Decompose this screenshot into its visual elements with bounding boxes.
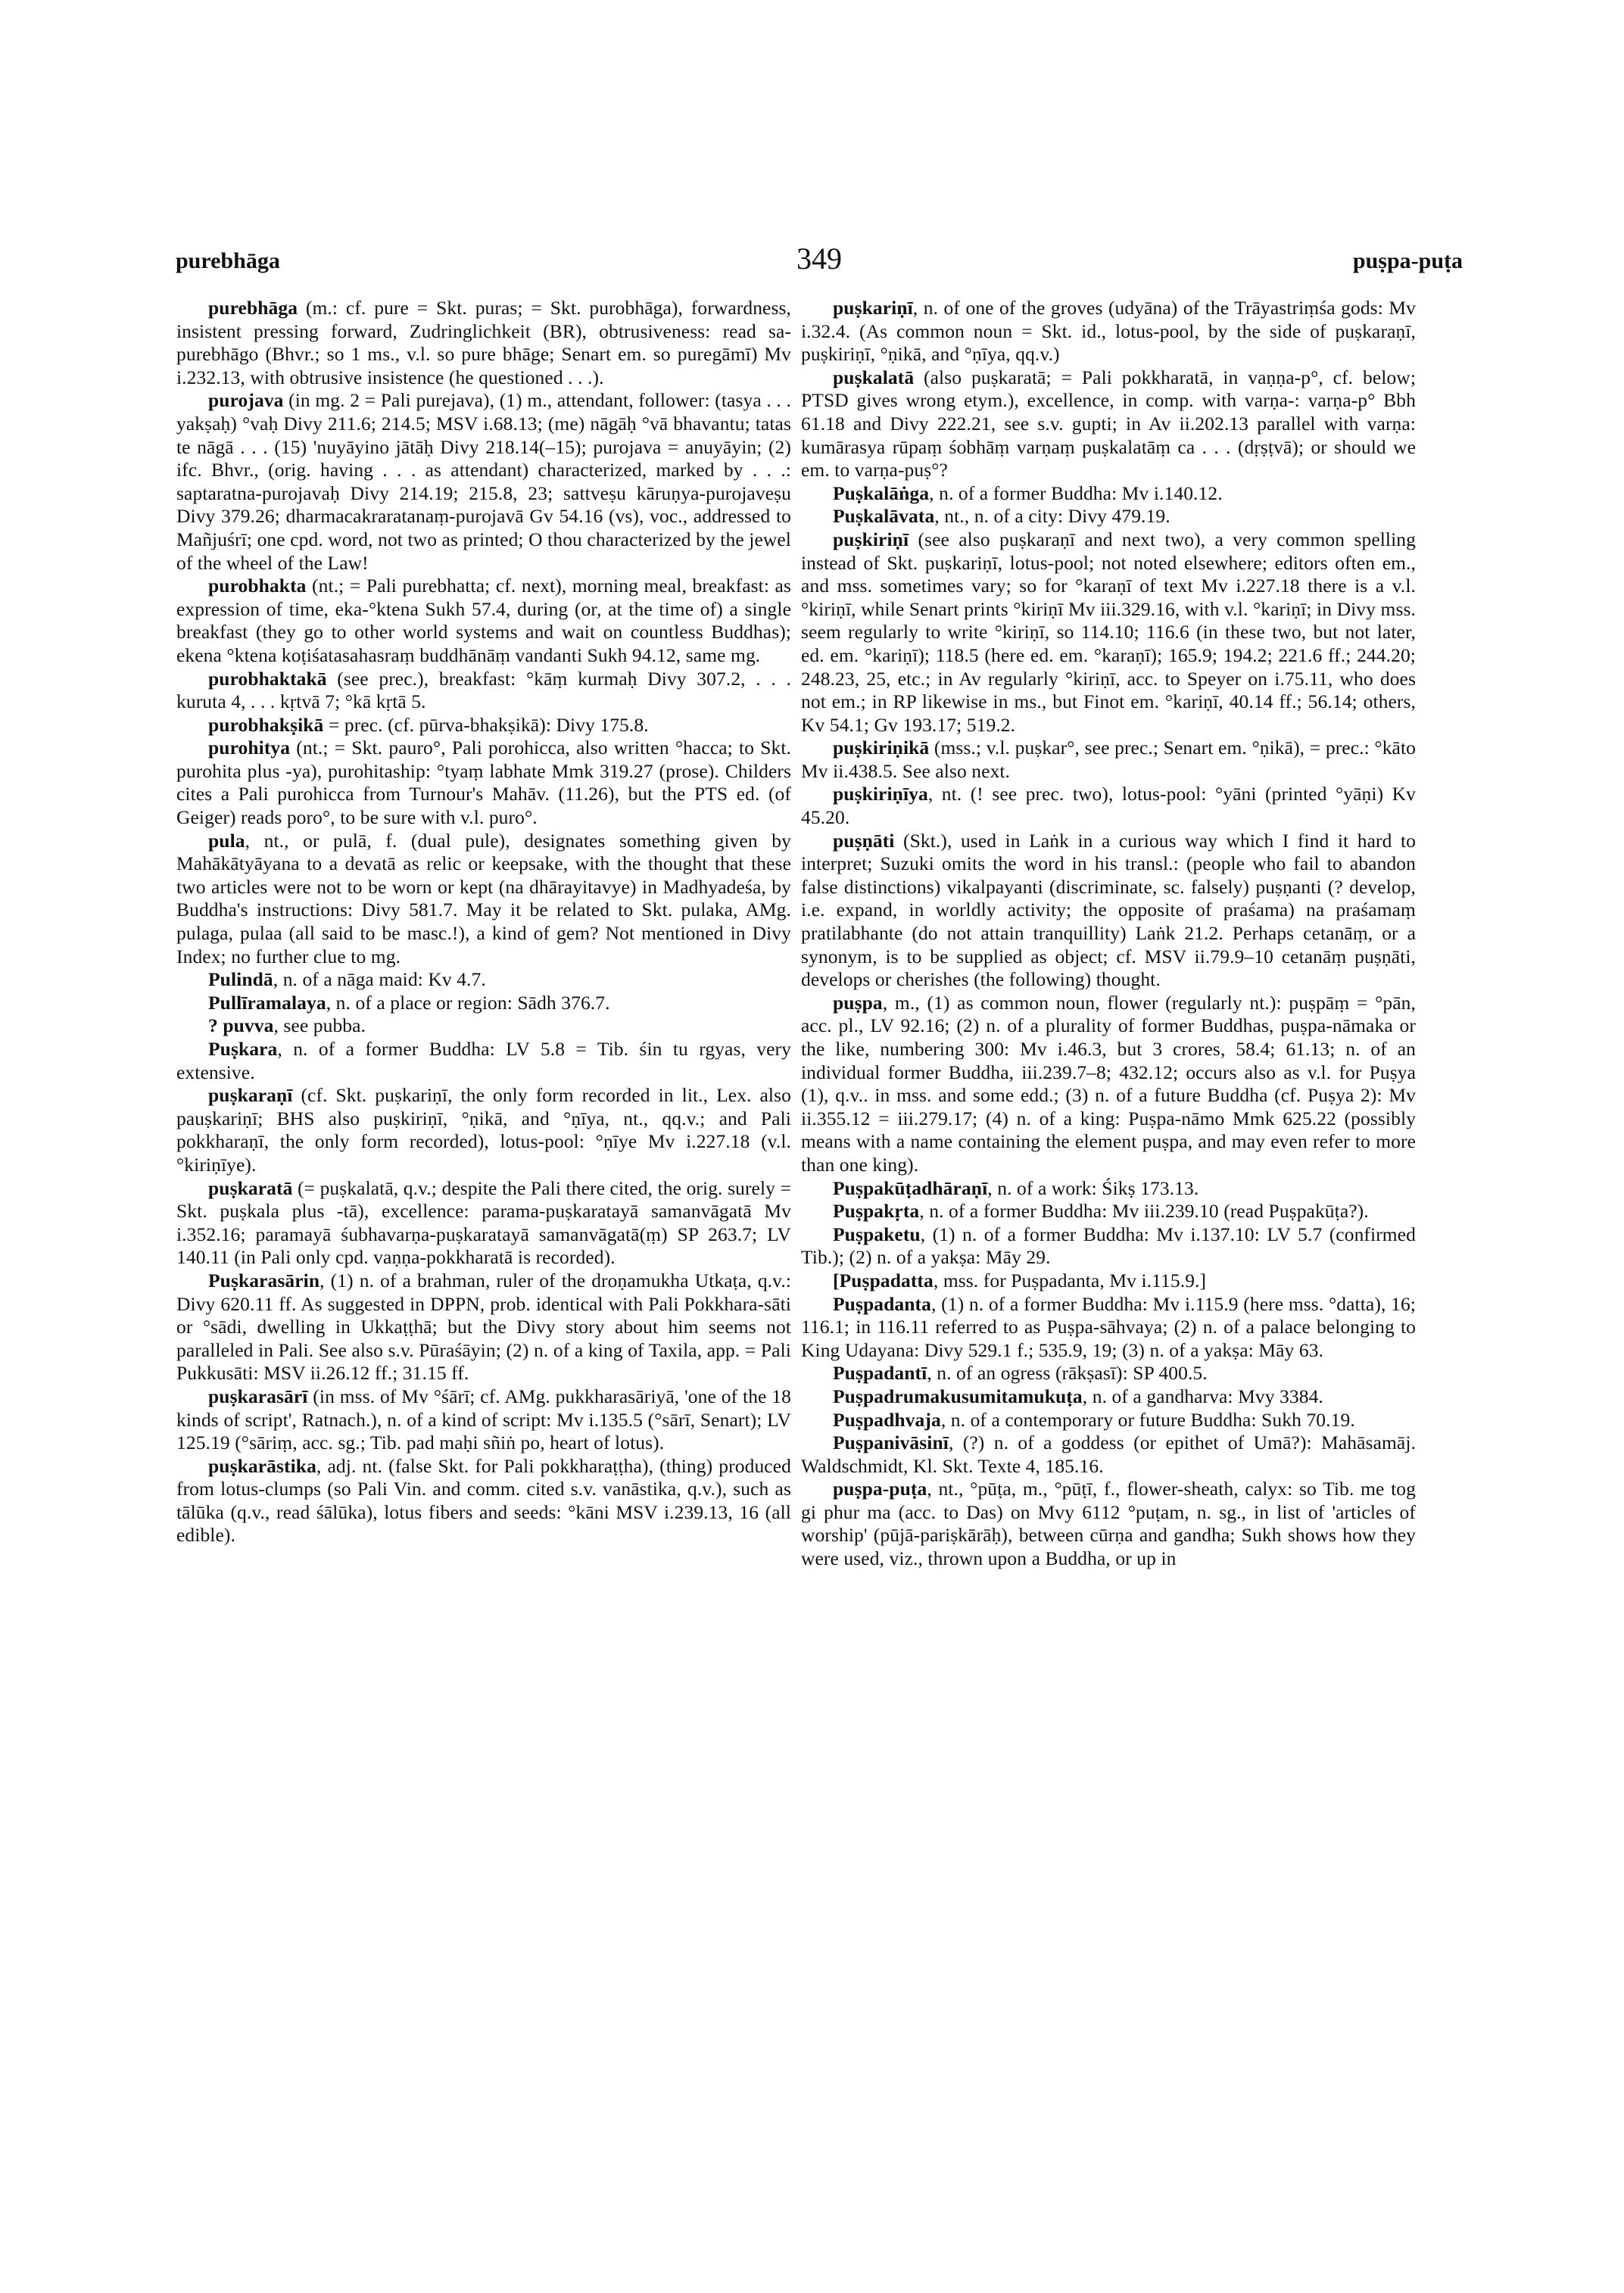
right-guide-word: puṣpa-puṭa [1352,248,1463,273]
entry-body: = prec. (cf. pūrva-bhakṣikā): Divy 175.8. [323,713,649,736]
entry-body: (m.: cf. pure = Skt. puras; = Skt. purobhāga), forwardness, insistent pressing forward, Zudringlichkeit (BR), obtrusiveness: read sa-purebhāgo (Bhvr.; so 1 ms., v.l. so pure bhāge; Senart em. so puregāmī) Mv i.232.13, with obtrusive insistence (he questioned . . .). [176,297,791,388]
entry-headword: Puṣkalāṅga [833,481,930,504]
entry-headword: Puṣpakūṭadhāraṇī [833,1176,988,1199]
entry-headword: purohitya [208,737,291,759]
dictionary-entry [801,1293,1416,1363]
entry-body: , n. of a former Buddha: LV 5.8 = Tib. śin tu rgyas, very extensive. [176,1038,791,1083]
entry-body: , n. of a former Buddha: Mv i.140.12. [929,481,1223,504]
dictionary-entry [801,992,1416,1177]
left-guide-word: purebhāga [176,248,280,273]
entry-body: , n. of an ogress (rākṣasī): SP 400.5. [927,1362,1208,1385]
entry-body: , (?) n. of a goddess (or epithet of Umā?): Mahāsamāj. Waldschmidt, Kl. Skt. Texte 4, 185.16. [801,1432,1416,1477]
dictionary-entry [801,528,1416,737]
entry-body: , (1) n. of a former Buddha: Mv i.137.10: LV 5.7 (confirmed Tib.); (2) n. of a yakṣa: Māy 29. [801,1223,1416,1269]
entry-headword: puṣkiriṇikā [833,737,930,759]
entry-headword: Puṣpadrumakusumitamukuṭa [833,1385,1083,1407]
entry-headword: purebhāga [208,297,298,319]
entry-body: (Skt.), used in Laṅk in a curious way which I find it hard to interpret; Suzuki omits the word in his transl.: (people who fail to abandon false distinctions) vikalpayanti (discriminate, sc. falsely) puṣṇanti (? develop, i.e. expand, in worldly activity; the opposite of praśama) na praśamaṃ pratilabhante (do not attain tranquillity) Laṅk 21.2. Perhaps cetanāṃ, or a synonym, is to be supplied as object; cf. MSV ii.79.9–10 cetanāṃ puṣṇāti, develops or cherishes (the following) thought. [801,829,1416,991]
entry-headword: puṣkiriṇī [833,528,909,550]
entry-body: (in mss. of Mv °śārī; cf. AMg. pukkharasāriyā, 'one of the 18 kinds of script', Ratnach.), n. of a kind of script: Mv i.135.5 (°sārī, Senart); LV 125.19 (°sāriṃ, acc. sg.; Tib. pad maḥi sñiṅ po, heart of lotus). [176,1385,791,1454]
entry-headword: [Puṣpadatta [833,1269,934,1291]
entry-headword: Puṣpanivāsinī [833,1432,949,1454]
dictionary-entry [801,1362,1416,1385]
dictionary-entry [176,389,791,575]
entry-headword: puṣpa-puṭa [833,1478,927,1500]
entry-headword: Puṣkara [208,1038,278,1060]
dictionary-entry [801,1409,1416,1432]
entry-body: , (1) n. of a brahman, ruler of the droṇamukha Utkaṭa, q.v.: Divy 620.11 ff. As suggested in DPPN, prob. identical with Pali Pokkhara-sāti or °sādi, dwelling in Ukkaṭṭhā; but the Divy story about him seems not paralleled in Pali. See also s.v. Pūraśāyin; (2) n. of a king of Taxila, app. = Pali Pukkusāti: MSV ii.26.12 ff.; 31.15 ff. [176,1269,791,1385]
entry-headword: Puṣpadantī [833,1362,927,1385]
dictionary-entry [176,968,791,992]
dictionary-entry [801,482,1416,506]
dictionary-entry [176,668,791,714]
entry-body: (cf. Skt. puṣkariṇī, the only form recorded in lit., Lex. also pauṣkariṇī; BHS also puṣkiriṇī, °ṇikā, and °ṇīya, nt., qq.v.; and Pali pokkharaṇī, the only form recorded), lotus-pool: °ṇīye Mv i.227.18 (v.l. °kiriṇīye). [176,1084,791,1176]
entry-headword: Puṣpaketu [833,1223,921,1245]
dictionary-entry [176,1177,791,1270]
entry-headword: purobhakta [208,575,307,597]
entry-body: , n. of a place or region: Sādh 376.7. [326,991,610,1014]
entry-body: (see also puṣkaraṇī and next two), a very common spelling instead of Skt. puṣkariṇī, lotus-pool; not noted elsewhere; editors often em., and mss. sometimes vary; so for °karaṇī of text Mv i.227.18 there is a v.l. °kiriṇī, while Senart prints °kiriṇī Mv iii.329.16, with v.l. °kariṇī; in Divy mss. seem regularly to write °kiriṇī, so 114.10; 116.6 (in these two, but not later, ed. em. °kariṇī); 118.5 (here ed. em. °karaṇī); 165.9; 194.2; 221.6 ff.; 244.20; 248.23, 25, etc.; in Av regularly °kiriṇī, acc. to Speyer on i.75.11, who does not em.; in RP likewise in ms., but Finot em. °kariṇī, 40.14 ff.; 56.14; others, Kv 54.1; Gv 193.17; 519.2. [801,528,1416,736]
dictionary-entry [801,505,1416,528]
entry-headword: puṣkalatā [833,366,915,388]
dictionary-entry [176,1385,791,1455]
dictionary-entry [176,297,791,389]
entry-body: , n. of a gandharva: Mvy 3384. [1082,1385,1323,1407]
entry-headword: puṣkiriṇīya [833,783,928,805]
entry-headword: Puṣpadanta [833,1292,931,1315]
dictionary-entry [801,1223,1416,1270]
entry-body: , n. of a nāga maid: Kv 4.7. [273,968,486,991]
entry-headword: puṣkariṇī [833,297,913,319]
dictionary-entry [176,992,791,1015]
entry-body: , n. of a former Buddha: Mv iii.239.10 (read Puṣpakūṭa?). [919,1200,1369,1223]
entry-body: , (1) n. of a former Buddha: Mv i.115.9 (here mss. °datta), 16; 116.1; in 116.11 referred to as Puṣpa-sāhvaya; (2) n. of a palace belonging to King Udayana: Divy 529.1 f.; 535.9, 19; (3) n. of a yakṣa: Māy 63. [801,1292,1416,1361]
entry-body: (= puṣkalatā, q.v.; despite the Pali there cited, the orig. surely = Skt. puṣkala plus -tā), excellence: parama-puṣkaratayā samanvāgatā Mv i.352.16; paramayā śubhavarṇa-puṣkaratayā samanvāgatā(ṃ) SP 263.7; LV 140.11 (in Pali only cpd. vaṇṇa-pokkharatā is recorded). [176,1176,791,1269]
dictionary-entry [176,737,791,829]
entry-body: , nt. (! see prec. two), lotus-pool: °yāni (printed °yāṇi) Kv 45.20. [801,783,1416,829]
page-number: 349 [796,241,842,276]
dictionary-entry [176,1014,791,1038]
right-column [801,297,1416,2235]
entry-body: (nt.; = Skt. pauro°, Pali porohicca, also written °hacca; to Skt. purohita plus -ya), purohitaship: °tyaṃ labhate Mmk 319.27 (prose). Childers cites a Pali purohicca from Turnour's Mahāv. (11.26), but the PTS ed. (of Geiger) reads poro°, to be sure with v.l. puro°. [176,737,791,829]
entry-body: , m., (1) as common noun, flower (regularly nt.): puṣpāṃ = °pān, acc. pl., LV 92.16; (2) n. of a plurality of former Buddhas, puṣpa-nāmaka or the like, numbering 300: Mv i.46.3, but 3 crores, 58.4; 61.13; n. of an individual former Buddha, iii.239.7–8; 432.12; occurs also as v.l. for Puṣya (1), q.v.. in mss. and some edd.; (3) n. of a future Buddha (cf. Puṣya 2): Mv ii.355.12 = iii.279.17; (4) n. of a king: Puṣpa-nāmo Mmk 625.22 (possibly means with a name containing the element puṣpa, and may even refer to more than one king). [801,991,1416,1176]
dictionary-entry [801,830,1416,992]
entry-body: , mss. for Puṣpadanta, Mv i.115.9.] [933,1269,1207,1291]
dictionary-entry [176,575,791,667]
entry-headword: Puṣpakṛta [833,1200,920,1223]
entry-headword: purobhakṣikā [208,713,324,736]
entry-headword: puṣkaratā [208,1176,293,1199]
entry-headword: Puṣkarasārin [208,1269,320,1291]
entry-body: , nt., or pulā, f. (dual pule), designates something given by Mahākātyāyana to a devatā as relic or keepsake, with the thought that these two articles were not to be worn or kept (na dhārayitavye) in Madhyadeśa, by Buddha's instructions: Divy 581.7. May it be related to Skt. pulaka, AMg. pulaga, pulaa (all said to be masc.!), a kind of gem? Not mentioned in Divy Index; no further clue to mg. [176,829,791,967]
entry-body: , nt., n. of a city: Divy 479.19. [934,505,1170,528]
dictionary-entry [801,1432,1416,1478]
entry-body: (also puṣkaratā; = Pali pokkharatā, in vaṇṇa-p°, cf. below; PTSD gives wrong etym.), excellence, in comp. with varṇa-: varṇa-p° Bbh 61.18 and Divy 222.21, see s.v. gupti; in Av ii.202.13 parallel with varṇa: kumārasya rūpaṃ śobhāṃ varṇaṃ puṣkalatāṃ ca . . . (dṛṣṭvā); or should we em. to varṇa-puṣ°? [801,366,1416,481]
entry-headword: Puṣkalāvata [833,505,935,528]
dictionary-entry [801,1478,1416,1570]
dictionary-entry [801,1270,1416,1293]
entry-headword: puṣkarāstika [208,1454,316,1477]
dictionary-entry [176,1084,791,1176]
dictionary-entry [176,830,791,969]
entry-body: , adj. nt. (false Skt. for Pali pokkharaṭṭha), (thing) produced from lotus-clumps (so Pali Vin. and comm. cited s.v. vanāstika, q.v.), such as tālūka (q.v., read śālūka), lotus fibers and seeds: °kāni MSV i.239.13, 16 (all edible). [176,1454,791,1547]
dictionary-entry [801,366,1416,482]
entry-body: (see prec.), breakfast: °kāṃ kurmaḥ Divy 307.2, . . . kuruta 4, . . . kṛtvā 7; °kā kṛtā 5. [176,667,791,713]
entry-headword: Pullīramalaya [208,991,326,1014]
entry-body: (mss.; v.l. puṣkar°, see prec.; Senart em. °ṇikā), = prec.: °kāto Mv ii.438.5. See also next. [801,737,1416,782]
entry-headword: Puṣpadhvaja [833,1408,941,1431]
dictionary-entry [801,737,1416,783]
entry-headword: puṣkaraṇī [208,1084,293,1107]
dictionary-entry [801,297,1416,366]
entry-body: , see pubba. [273,1014,366,1037]
entry-headword: pula [208,829,245,852]
dictionary-entry [176,1270,791,1385]
entry-body: (in mg. 2 = Pali purejava), (1) m., attendant, follower: (tasya . . . yakṣaḥ) °vaḥ Divy 211.6; 214.5; MSV i.68.13; (me) nāgāḥ °vā bhavantu; tatas te nāgā . . . (15) 'nuyāyino jātāḥ Divy 218.14(–15); purojava = anuyāyin; (2) ifc. Bhvr., (orig. having . . . as attendant) characterized, marked by . . .: saptaratna-purojavaḥ Divy 214.19; 215.8, 23; sattveṣu kāruṇya-purojaveṣu Divy 379.26; dharmacakraratanaṃ-purojavā Gv 54.16 (vs), voc., addressed to Mañjuśrī; one cpd. word, not two as printed; O thou characterized by the jewel of the wheel of the Law! [176,389,791,574]
entry-headword: purojava [208,389,284,412]
entry-body: , nt., °pūṭa, m., °pūṭī, f., flower-sheath, calyx: so Tib. me tog gi phur ma (acc. to Das) on Mvy 6112 °puṭam, n. sg., in list of 'articles of worship' (pūjā-pariṣkārāḥ), between cūrṇa and gandha; Sukh shows how they were used, viz., thrown upon a Buddha, or up in [801,1478,1416,1570]
entry-headword: purobhaktakā [208,667,327,690]
page-header [176,241,1463,286]
entry-body: , n. of a work: Śikṣ 173.13. [987,1176,1199,1199]
dictionary-entry [176,1455,791,1547]
entry-body: (nt.; = Pali purebhatta; cf. next), morning meal, breakfast: as expression of time, eka-°ktena Sukh 57.4, during (or, at the time of) a single breakfast (they go to other world systems and wait on countless Buddhas); ekena °ktena koṭiśatasahasraṃ buddhānāṃ vandanti Sukh 94.12, same mg. [176,575,791,666]
entry-headword: Pulindā [208,968,273,991]
dictionary-entry [801,783,1416,829]
dictionary-entry [801,1177,1416,1201]
left-column [176,297,791,2235]
entry-headword: puṣṇāti [833,829,895,852]
dictionary-entry [801,1200,1416,1223]
dictionary-entry [176,714,791,737]
entry-headword: ? puvva [208,1014,274,1037]
entry-body: , n. of a contemporary or future Buddha: Sukh 70.19. [940,1408,1355,1431]
dictionary-entry [801,1385,1416,1409]
entry-headword: puṣkarasārī [208,1385,308,1407]
dictionary-entry [176,1038,791,1084]
entry-body: , n. of one of the groves (udyāna) of the Trāyastriṃśa gods: Mv i.32.4. (As common noun = Skt. id., lotus-pool, by the side of puṣkaraṇī, puṣkiriṇī, °ṇikā, and °ṇīya, qq.v.) [801,297,1416,366]
entry-headword: puṣpa [833,991,883,1014]
